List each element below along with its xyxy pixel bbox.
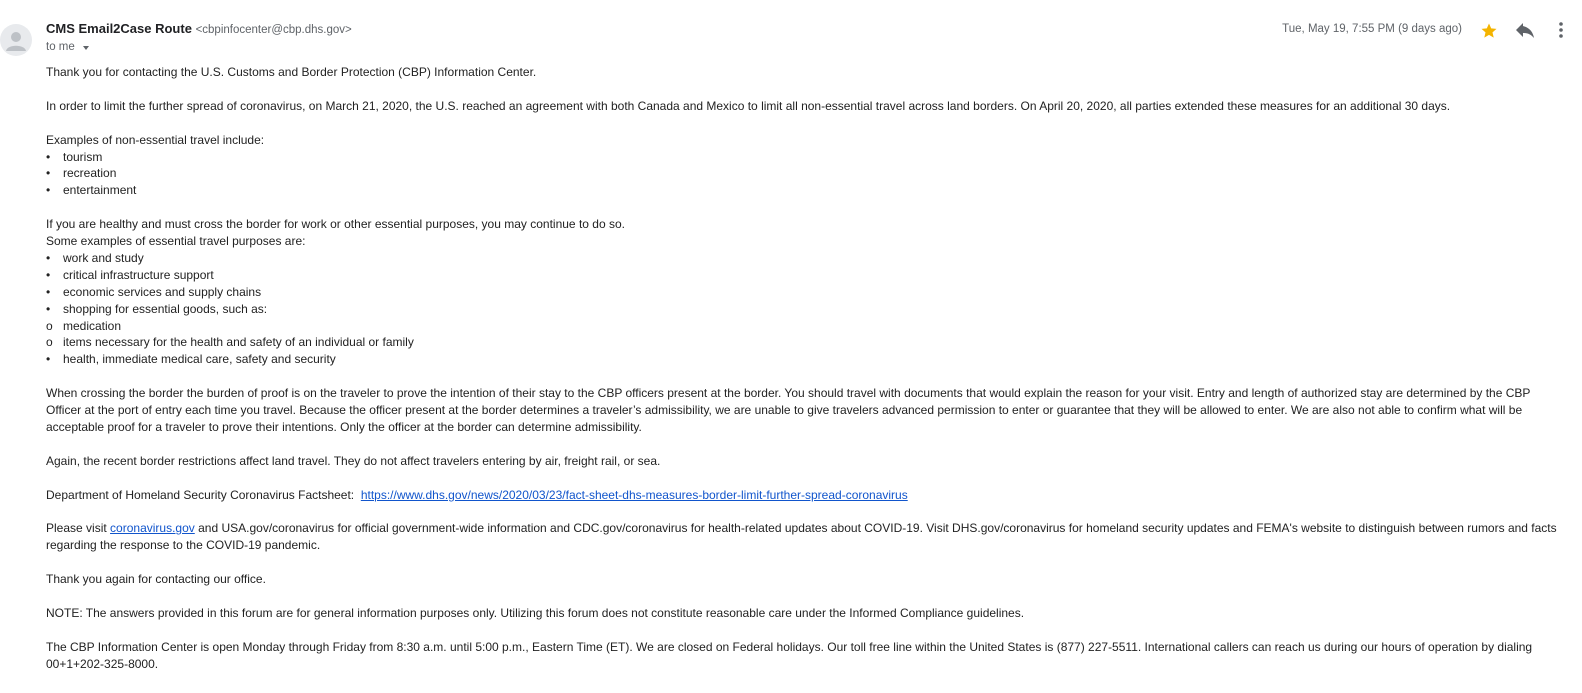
list-item: • economic services and supply chains — [46, 284, 262, 299]
factsheet-link[interactable]: https://www.dhs.gov/news/2020/03/23/fact-sheet-dhs-measures-border-limit-further-spread-coronavirus — [360, 487, 908, 502]
sender-email: <cbpinfocenter@cbp.dhs.gov> — [195, 24, 352, 36]
reply-icon[interactable] — [1514, 21, 1536, 41]
recipient-details-toggle[interactable] — [46, 39, 89, 55]
avatar-person-icon — [0, 24, 32, 56]
body-paragraph: Please visit coronavirus.gov and USA.gov/coronavirus for official government-wide information and CDC.gov/coronavirus for health-related updates about COVID-19. Visit DHS.gov/coronavirus for homeland security updates and FEMA's website to distinguish between rumors and facts regarding the response to the COVID-19 pandemic. — [46, 521, 1557, 553]
list-item: • health, immediate medical care, safety and security — [46, 352, 336, 367]
more-vert-icon[interactable] — [1553, 20, 1569, 40]
body-paragraph: Examples of non-essential travel include: — [46, 132, 265, 147]
star-icon[interactable] — [1479, 21, 1499, 41]
sender-line — [46, 21, 352, 38]
email-body — [46, 64, 1564, 672]
sub-list-item: o medication — [46, 318, 122, 333]
coronavirus-gov-link[interactable]: coronavirus.gov — [110, 521, 195, 536]
chevron-down-icon — [83, 46, 89, 50]
list-item: • tourism — [46, 149, 103, 164]
to-label: to me — [46, 41, 75, 53]
list-item: • shopping for essential goods, such as: — [46, 301, 268, 316]
sender-avatar[interactable] — [0, 24, 32, 56]
body-paragraph: The CBP Information Center is open Monday through Friday from 8:30 a.m. until 5:00 p.m., Eastern Time (ET). We are closed on Federal holidays. Our toll free line within the United States is (877) 227-5511. International callers can reach us during our hours of operation by dialing 00+1+202-325-8000. — [46, 639, 1533, 671]
sub-list-item: o items necessary for the health and safety of an individual or family — [46, 335, 414, 350]
body-paragraph: Again, the recent border restrictions affect land travel. They do not affect travelers entering by air, freight rail, or sea. — [46, 453, 661, 468]
body-paragraph: In order to limit the further spread of coronavirus, on March 21, 2020, the U.S. reached an agreement with both Canada and Mexico to limit all non-essential travel across land borders. On April 20, 2020, all parties extended these measures for an additional 30 days. — [46, 98, 1451, 113]
body-paragraph: Thank you again for contacting our office. — [46, 572, 266, 587]
sender-name: CMS Email2Case Route — [46, 21, 192, 36]
list-item: • critical infrastructure support — [46, 267, 214, 282]
body-paragraph: NOTE: The answers provided in this forum are for general information purposes only. Utilizing this forum does not constitute reasonable care under the Informed Compliance guidelines. — [46, 605, 1025, 620]
list-item: • entertainment — [46, 183, 137, 198]
body-paragraph: Some examples of essential travel purposes are: — [46, 234, 306, 249]
body-paragraph: If you are healthy and must cross the border for work or other essential purposes, you may continue to do so. — [46, 217, 625, 232]
list-item: • work and study — [46, 250, 144, 265]
body-paragraph: Thank you for contacting the U.S. Customs and Border Protection (CBP) Information Center. — [46, 65, 537, 79]
factsheet-line: Department of Homeland Security Coronavirus Factsheet: https://www.dhs.gov/news/2020/03/23/fact-sheet-dhs-measures-border-limit-further-spread-coronavirus — [46, 487, 908, 502]
email-date: Tue, May 19, 7:55 PM (9 days ago) — [1282, 23, 1462, 35]
body-paragraph: When crossing the border the burden of proof is on the traveler to prove the intention of their stay to the CBP officers present at the border. You should travel with documents that would explain the reason for your visit. Entry and length of authorized stay are determined by the CBP Officer at the port of entry each time you travel. Because the officer present at the border determines a traveler’s admissibility, we are unable to give travelers advanced permission to enter or guarantee that they will be allowed to enter. We are also not able to confirm what will be acceptable proof for a traveler to prove their intentions. Only the officer at the border can determine admissibility. — [46, 386, 1531, 434]
list-item: • recreation — [46, 166, 117, 181]
